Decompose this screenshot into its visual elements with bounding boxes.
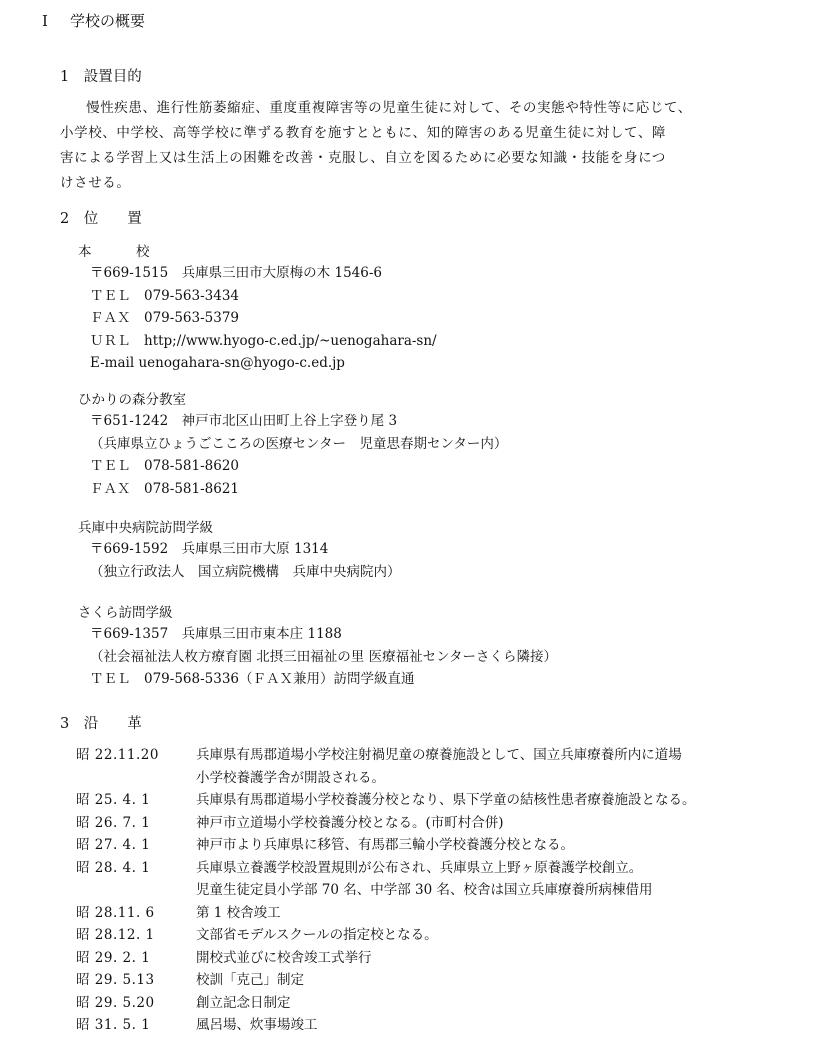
history-text [196,947,796,970]
chuo-facility-note: （独立行政法人 国立病院機構 兵庫中央病院内） [90,563,401,580]
main-school-fax: ＦＡＸ 079-563-5379 [90,310,240,326]
purpose-heading: 1 設置目的 [60,69,142,85]
hikari-branch-name: ひかりの森分教室 [78,392,186,408]
history-text [196,744,796,789]
history-text [196,969,796,992]
history-entry [76,1014,796,1037]
history-heading: 3 沿 革 [60,716,142,732]
history-line: 兵庫県有馬郡道場小学校養護分校となり、県下学童の結核性患者療養施設となる。 [196,792,696,808]
main-school-contact [90,262,437,375]
history-line: 校訓「克己」制定 [196,972,304,988]
history-date: 昭 31. 5. 1 [76,1017,151,1033]
history-date: 昭 26. 7. 1 [76,814,151,831]
history-line: 第 1 校舎竣工 [196,904,281,921]
chapter-number: I [42,12,48,30]
hikari-tel: ＴＥＬ 078-581-8620 [90,458,240,474]
chuo-address: 〒669-1592 兵庫県三田市大原 1314 [90,541,329,557]
history-date: 昭 28. 4. 1 [76,859,151,876]
purpose-line: けさせる。 [60,175,131,191]
history-entry [76,924,796,947]
sakura-class-name: さくら訪問学級 [78,605,173,621]
history-line: 風呂場、炊事場竣工 [196,1017,318,1033]
history-line: 兵庫県有馬郡道場小学校注射禍児童の療養施設として、国立兵庫療養所内に道場 [196,747,682,763]
sakura-tel: ＴＥＬ 079-568-5336（ＦＡＸ兼用）訪問学級直通 [90,671,415,687]
history-entry [76,857,796,902]
history-entry [76,992,796,1015]
purpose-line: 慢性疾患、進行性筋萎縮症、重度重複障害等の児童生徒に対して、その実態や特性等に応じて、 [72,100,692,116]
history-date: 昭 22.11.20 [76,747,159,763]
history-line: 兵庫県立養護学校設置規則が公布され、兵庫県立上野ヶ原養護学校創立。 [196,859,643,876]
history-text [196,812,796,835]
main-school-tel: ＴＥＬ 079-563-3434 [90,287,240,304]
chapter-heading [42,10,145,31]
history-entry [76,969,796,992]
history-line: 神戸市立道場小学校養護分校となる。(市町村合併) [196,814,504,831]
history-line: 開校式並びに校舎竣工式挙行 [196,949,372,966]
sakura-facility-note: （社会福祉法人枚方療育園 北摂三田福祉の里 医療福祉センターさくら隣接） [90,648,558,665]
purpose-line: 害による学習上又は生活上の困難を改善・克服し、自立を図るために必要な知識・技能を身につ [60,150,667,166]
history-line: 小学校養護学舎が開設される。 [196,769,385,786]
history-entry [76,744,796,789]
history-date: 昭 29. 5.20 [76,994,155,1011]
main-school-address: 〒669-1515 兵庫県三田市大原梅の木 1546-6 [90,265,382,281]
history-text [196,1014,796,1037]
sakura-address: 〒669-1357 兵庫県三田市東本庄 1188 [90,626,342,642]
hikari-fax: ＦＡＸ 078-581-8621 [90,480,240,497]
history-date: 昭 27. 4. 1 [76,837,151,853]
chuo-class-name: 兵庫中央病院訪問学級 [78,520,213,536]
history-line: 文部省モデルスクールの指定校となる。 [196,927,438,943]
history-text [196,924,796,947]
history-text [196,857,796,902]
history-date: 昭 28.12. 1 [76,927,155,943]
history-text [196,789,796,812]
history-entry [76,947,796,970]
hikari-facility-note: （兵庫県立ひょうごこころの医療センター 児童思春期センター内） [90,435,508,452]
history-date: 昭 28.11. 6 [76,904,155,921]
purpose-line: 小学校、中学校、高等学校に準ずる教育を施すとともに、知的障害のある児童生徒に対して、障 [60,125,667,141]
history-date: 昭 29. 2. 1 [76,949,151,966]
hikari-branch-contact [90,410,507,500]
location-heading: 2 位 置 [60,211,142,227]
history-entry [76,789,796,812]
history-entry [76,902,796,925]
history-text [196,992,796,1015]
history-line: 児童生徒定員小学部 70 名、中学部 30 名、校舎は国立兵庫療養所病棟借用 [196,882,653,898]
history-date: 昭 29. 5.13 [76,972,155,988]
history-date: 昭 25. 4. 1 [76,792,151,808]
history-text [196,902,796,925]
chuo-class-contact [90,538,401,583]
chapter-title: 学校の概要 [69,12,145,30]
history-line: 創立記念日制定 [196,994,291,1011]
purpose-paragraph [60,96,760,196]
history-entry [76,834,796,857]
main-school-name: 本 校 [78,244,151,260]
hikari-address: 〒651-1242 神戸市北区山田町上谷上字登り尾 3 [90,413,398,429]
history-entry [76,812,796,835]
sakura-class-contact [90,623,557,691]
history-line: 神戸市より兵庫県に移管、有馬郡三輪小学校養護分校となる。 [196,837,574,853]
main-school-email[interactable]: E-mail uenogahara-sn@hyogo-c.ed.jp [90,355,345,371]
history-text [196,834,796,857]
history-list [76,744,796,1037]
main-school-url[interactable]: ＵＲＬ http;//www.hyogo-c.ed.jp/~uenogahara-sn/ [90,332,437,349]
